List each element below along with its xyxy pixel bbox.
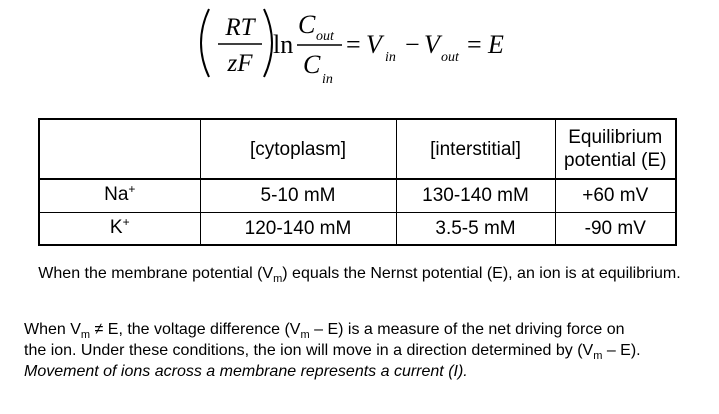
left-paren	[201, 9, 209, 77]
para2-line2	[24, 341, 704, 362]
eq-minus: −	[405, 30, 420, 59]
para2-l1a: When V	[24, 321, 81, 338]
eq-equals-2: =	[467, 30, 482, 59]
potential-cell: +60 mV	[555, 179, 676, 212]
para1-part1: When the membrane potential (V	[38, 265, 274, 282]
equilibrium-statement	[0, 264, 719, 285]
para2-l2-sub: m	[593, 350, 603, 362]
para2-l1b: ≠ E, the voltage difference (V	[90, 321, 301, 338]
para1-part2: ) equals the Nernst potential (E), an ion is at equilibrium.	[282, 265, 681, 282]
header-equilibrium-line1: Equilibrium	[568, 127, 663, 148]
ion-symbol: Na	[104, 184, 129, 206]
table-row	[39, 179, 676, 212]
ion-charge: +	[122, 214, 130, 229]
potential-cell: -90 mV	[555, 212, 676, 245]
driving-force-paragraph	[24, 320, 704, 381]
para2-l2a: the ion. Under these conditions, the ion will move in a direction determined by (V	[24, 342, 594, 359]
ion-cell	[39, 212, 200, 245]
interstitial-cell: 130-140 mM	[396, 179, 555, 212]
current-statement: Movement of ions across a membrane represents a current (I).	[24, 363, 468, 380]
table-row	[39, 212, 676, 245]
eq-e: E	[488, 30, 504, 59]
eq-ln: ln	[273, 30, 294, 59]
table-header-row	[39, 119, 676, 179]
eq-v-in: V	[366, 30, 382, 59]
eq-equals-1: =	[346, 30, 361, 59]
para2-line1	[24, 320, 704, 341]
ion-symbol: K	[109, 216, 123, 238]
eq-c-in: C	[303, 50, 321, 79]
header-empty-cell	[39, 119, 200, 179]
header-interstitial: [interstitial]	[396, 119, 555, 179]
cytoplasm-cell: 120-140 mM	[200, 212, 396, 245]
eq-zf: zF	[227, 50, 253, 77]
para2-l1c: – E) is a measure of the net driving force on	[309, 321, 625, 338]
eq-v-out: V	[424, 30, 440, 59]
eq-v-in-sub: in	[385, 50, 396, 65]
para2-l1-sub2: m	[300, 329, 310, 341]
ion-charge: +	[128, 182, 136, 197]
ion-cell	[39, 179, 200, 212]
header-equilibrium-potential	[555, 119, 676, 179]
para2-line3	[24, 362, 704, 381]
eq-out-sub: out	[316, 29, 334, 44]
para1-sub: m	[273, 273, 283, 285]
para2-l2b: – E).	[602, 342, 641, 359]
header-equilibrium-line2: potential (E)	[564, 150, 667, 171]
eq-rt: RT	[225, 14, 255, 41]
eq-v-out-sub: out	[441, 50, 459, 65]
eq-c-out: C	[298, 10, 316, 39]
right-paren	[264, 9, 272, 77]
eq-in-sub: in	[322, 72, 333, 87]
interstitial-cell: 3.5-5 mM	[396, 212, 555, 245]
cytoplasm-cell: 5-10 mM	[200, 179, 396, 212]
ion-concentration-table	[38, 118, 677, 246]
nernst-equation	[0, 0, 719, 100]
para2-l1-sub1: m	[80, 329, 91, 341]
header-cytoplasm: [cytoplasm]	[200, 119, 396, 179]
